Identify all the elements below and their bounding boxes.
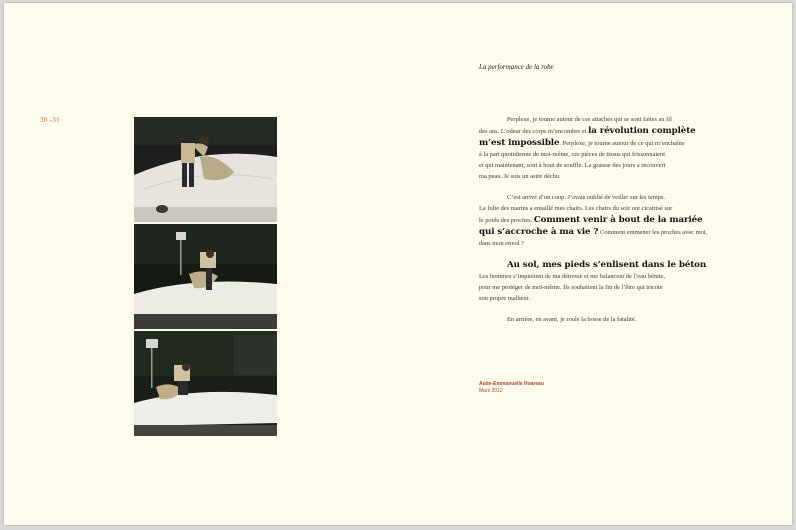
text-run: Les hommes s’inquiètent de ma détresse et me balancent de l’eau bénite, [479, 272, 665, 280]
text-run: pour me protéger de moi-même. Ils souhaitent la fin de l’être qui tricote [479, 283, 663, 291]
text-run: C’est arrivé d’un coup. J’avais oublié de veiller sur les temps. [507, 193, 665, 201]
photo-1 [134, 117, 277, 222]
text-run: La folie des marins a entaillé mes chairs. Les chairs du soir ont cicatrisé sur [479, 204, 673, 212]
text-run: ma peau. Je suis un astre déchu. [479, 172, 561, 180]
page-number: 30 -31 [40, 116, 60, 124]
paragraph [479, 115, 729, 182]
text-run: . [706, 261, 708, 269]
page-spread [4, 3, 792, 525]
text-run: et qui maintenant, sont à bout de souffle. La graisse des jours a recouvert [479, 161, 666, 169]
text-run: Perplexe, je tourne autour de ces attaches qui se sont faites au fil [507, 116, 672, 123]
poem-text [479, 115, 729, 337]
signature [479, 381, 544, 395]
paragraph [479, 260, 729, 305]
bold-phrase: Au sol, mes pieds s’enlisent dans le béton [507, 259, 707, 270]
text-run: son propre malheur. [479, 294, 530, 302]
paragraph [479, 193, 729, 250]
photo-2 [134, 224, 277, 329]
text-run: En arrière, en avant, je roule la bosse de la fatalité. [507, 316, 637, 324]
photo-3 [134, 331, 277, 436]
text-run: Comment emmener les proches avec moi, [598, 228, 708, 236]
signature-date: Mars 2012 [479, 388, 503, 394]
text-run: le poids des proches. [479, 216, 534, 224]
text-run: dans mon envol ? [479, 239, 524, 247]
bold-phrase: Comment venir à bout de la mariée [533, 214, 703, 225]
text-run: à la part quotidienne de moi-même, ces pièces de tissus qui frissonnaient [479, 150, 665, 158]
bold-phrase: qui s’accroche à ma vie ? [479, 226, 599, 237]
page-title: La performance de la robe [479, 63, 554, 71]
text-run: . Perplexe, je tourne autour de ce qui m’enchaîne [559, 139, 685, 147]
author-name: Aude-Emmanuelle Hoareau [479, 381, 545, 387]
bold-phrase: m’est impossible [479, 137, 560, 148]
bold-phrase: la révolution complète [588, 125, 696, 136]
paragraph [479, 315, 729, 326]
text-run: des ans. L’odeur des corps m’encombre et [479, 127, 589, 135]
